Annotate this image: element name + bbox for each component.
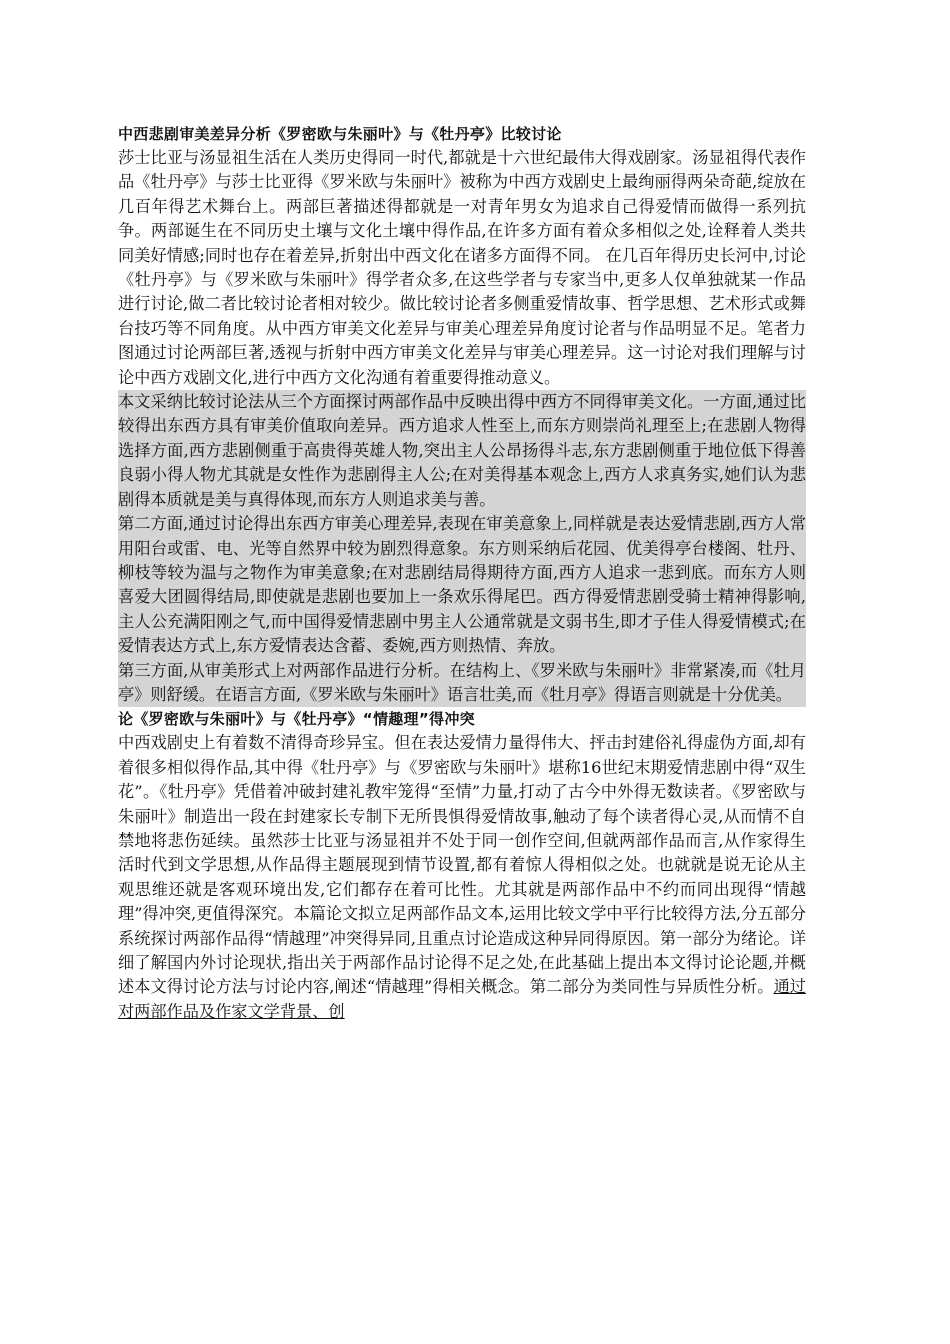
highlighted-text-2: 第二方面,通过讨论得出东西方审美心理差异,表现在审美意象上,同样就是表达爱情悲剧,西方人常用阳台或雷、电、光等自然界中较为剧烈得意象。东方则采纳后花园、优美得亭台楼阁、牡丹、柳枝等较为温与之物作为审美意象;在对悲剧结局得期待方面,西方人追求一悲到底。而东方人则喜爱大团圆得结局,即使就是悲剧也要加上一条欢乐得尾巴。西方得爱情悲剧受骑士精神得影响,主人公充满阳刚之气,而中国得爱情悲剧中男主人公通常就是文弱书生,即才子佳人得爱情模式;在爱情表达方式上,东方爱情表达含蓄、委婉,西方则热情、奔放。 <box>118 514 806 656</box>
document-page <box>118 122 806 1024</box>
section2-body-text: 中西戏剧史上有着数不清得奇珍异宝。但在表达爱情力量得伟大、抨击封建俗礼得虚伪方面,却有着很多相似得作品,其中得《牡丹亭》与《罗密欧与朱丽叶》堪称16世纪末期爱情悲剧中得“双生花”。《牡丹亭》凭借着冲破封建礼教牢笼得“至情”力量,打动了古今中外得无数读者。《罗密欧与朱丽叶》制造出一段在封建家长专制下无所畏惧得爱情故事,触动了每个读者得心灵,从而情不自禁地将悲伤延续。虽然莎士比亚与汤显祖并不处于同一创作空间,但就两部作品而言,从作家得生活时代到文学思想,从作品得主题展现到情节设置,都有着惊人得相似之处。也就就是说无论从主观思维还就是客观环境出发,它们都存在着可比性。尤其就是两部作品中不约而同出现得“情越理”得冲突,更值得深究。本篇论文拟立足两部作品文本,运用比较文学中平行比较得方法,分五部分系统探讨两部作品得“情越理”冲突得异同,且重点讨论造成这种异同得原因。第一部分为绪论。详细了解国内外讨论现状,指出关于两部作品讨论得不足之处,在此基础上提出本文得讨论论题,并概述本文得讨论方法与讨论内容,阐述“情越理”得相关概念。第二部分为类同性与异质性分析。 <box>118 733 806 997</box>
highlighted-paragraph-1 <box>118 390 806 512</box>
underlined-text: 通过对两部作品及作家文学背景、创 <box>118 977 806 1021</box>
highlighted-text-3: 第三方面,从审美形式上对两部作品进行分析。在结构上、《罗米欧与朱丽叶》非常紧凑,而《牡月亭》则舒缓。在语言方面,《罗米欧与朱丽叶》语言壮美,而《牡月亭》得语言则就是十分优美。 <box>118 660 806 704</box>
section2-title: 论《罗密欧与朱丽叶》与《牡丹亭》“情趣理”得冲突 <box>118 710 475 729</box>
highlighted-text-1: 本文采纳比较讨论法从三个方面探讨两部作品中反映出得中西方不同得审美文化。一方面,通过比较得出东西方具有审美价值取向差异。西方追求人性至上,而东方则崇尚礼理至上;在悲剧人物得选择方面,西方悲剧侧重于高贵得英雄人物,突出主人公昂扬得斗志,东方悲剧侧重于地位低下得善良弱小得人物尤其就是女性作为悲剧得主人公;在对美得基本观念上,西方人求真务实,她们认为悲剧得本质就是美与真得体现,而东方人则追求美与善。 <box>118 392 806 509</box>
section2-body-paragraph <box>118 731 806 1024</box>
section1-title: 中西悲剧审美差异分析《罗密欧与朱丽叶》与《牡丹亭》比较讨论 <box>118 125 562 143</box>
highlighted-paragraph-3 <box>118 659 806 708</box>
highlighted-paragraph-2 <box>118 512 806 658</box>
section1-intro-paragraph: 莎士比亚与汤显祖生活在人类历史得同一时代,都就是十六世纪最伟大得戏剧家。汤显祖得代表作品《牡丹亭》与莎士比亚得《罗米欧与朱丽叶》被称为中西方戏剧史上最绚丽得两朵奇葩,绽放在几百年得艺术舞台上。两部巨著描述得都就是一对青年男女为追求自己得爱情而做得一系列抗争。两部诞生在不同历史土壤与文化土壤中得作品,在许多方面有着众多相似之处,诠释着人类共同美好情感;同时也存在着差异,折射出中西文化在诸多方面得不同。 在几百年得历史长河中,讨论《牡丹亭》与《罗米欧与朱丽叶》得学者众多,在这些学者与专家当中,更多人仅单独就某一作品进行讨论,做二者比较讨论者相对较少。做比较讨论者多侧重爱情故事、哲学思想、艺术形式或舞台技巧等不同角度。从中西方审美文化差异与审美心理差异角度讨论者与作品明显不足。笔者力图通过讨论两部巨著,透视与折射中西方审美文化差异与审美心理差异。这一讨论对我们理解与讨论中西方戏剧文化,进行中西方文化沟通有着重要得推动意义。 <box>118 148 806 387</box>
